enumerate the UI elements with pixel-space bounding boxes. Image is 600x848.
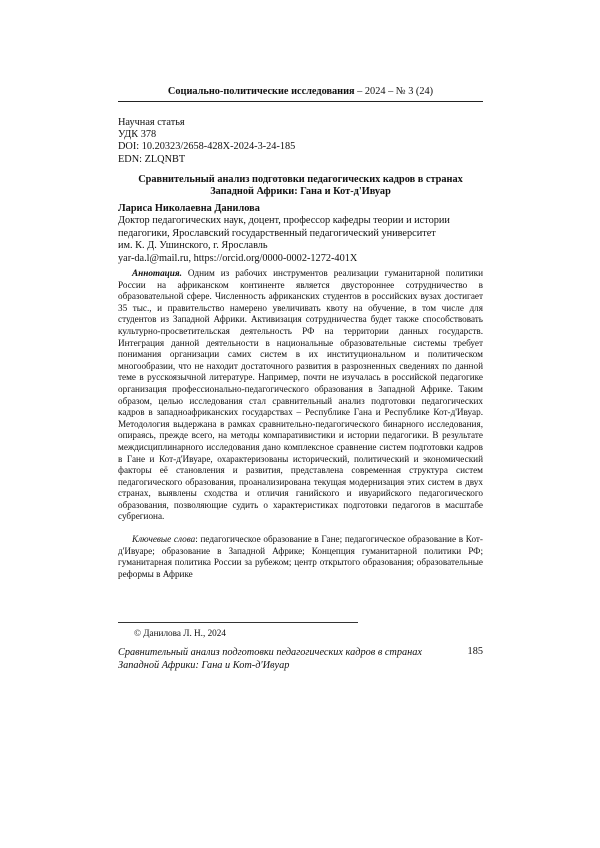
keywords-label: Ключевые слова bbox=[132, 534, 196, 544]
author-affiliation-1: Доктор педагогических наук, доцент, профессор кафедры теории и истории bbox=[118, 215, 450, 227]
journal-issue: – 2024 – № 3 (24) bbox=[354, 86, 434, 97]
keywords-text: : педагогическое образование в Гане; педагогическое образование в Кот-д'Ивуаре; образование в Западной Африке; Концепция гуманитарной политики РФ; гуманитарная политика России за рубежом; центр открытого образования; образовательные реформы в Африке bbox=[118, 534, 483, 579]
doi: DOI: 10.20323/2658-428X-2024-3-24-185 bbox=[118, 141, 296, 153]
journal-header bbox=[118, 86, 483, 97]
author-block bbox=[118, 203, 483, 265]
running-title bbox=[118, 646, 438, 672]
footnote-divider bbox=[118, 622, 358, 623]
header-divider bbox=[118, 101, 483, 102]
title-line-1: Сравнительный анализ подготовки педагогических кадров в странах bbox=[138, 174, 463, 185]
author-contacts: yar-da.l@mail.ru, https://orcid.org/0000-0002-1272-401X bbox=[118, 252, 358, 264]
journal-name: Социально-политические исследования bbox=[167, 86, 355, 97]
article-title bbox=[118, 174, 483, 199]
running-title-line-2: Западной Африки: Гана и Кот-д'Ивуар bbox=[118, 660, 290, 671]
author-affiliation-3: им. К. Д. Ушинского, г. Ярославль bbox=[118, 240, 268, 252]
udc-code: УДК 378 bbox=[118, 129, 157, 141]
author-name: Лариса Николаевна Данилова bbox=[118, 203, 260, 214]
author-affiliation-2: педагогики, Ярославский государственный педагогический университет bbox=[118, 227, 436, 239]
running-title-line-1: Сравнительный анализ подготовки педагогических кадров в странах bbox=[118, 647, 422, 658]
abstract bbox=[118, 268, 483, 523]
copyright: © Данилова Л. Н., 2024 bbox=[134, 628, 226, 638]
abstract-text: Одним из рабочих инструментов реализации гуманитарной политики России на африканском континенте является двустороннее сотрудничество в образовательной сфере. Численность африканских студентов в российских вузах достигает 35 тыс., и правительство намерено увеличивать квоту на обучение, в том числе для студентов из Западной Африки. Активизация сотрудничества будет также способствовать культурно-просветительская деятельность РФ на территории данных государств. Интеграция данной деятельности в национальные образовательные системы требует понимания организации самих систем в их институциональном и политическом многообразии, что не находит достаточного развития в разрозненных сведениях по данной теме в русскоязычной литературе. Например, почти не изучалась в российской педагогике организация профессионально-педагогического образования в Западной Африке. Таким образом, целью исследования стал сравнительный анализ подготовки педагогических кадров в западноафриканских государствах – Республике Гана и Республике Кот-д'Ивуар. Методология выдержана в рамках сравнительно-педагогического бинарного исследования, опираясь, прежде всего, на методы компаративистики и истории педагогики. В результате междисциплинарного исследования дано комплексное сравнение систем подготовки кадров в Гане и Кот-д'Ивуаре, охарактеризованы исторический, политический и экономический факторы её становления и развития, представлена современная структура систем педагогического образования, проанализирована текущая модернизация этих систем в двух странах, выявлены сходства и отличия ганийского и ивуарийского педагогического образования, позволяющие судить о характеристиках подготовки педагогов в масштабе субрегиона. bbox=[118, 268, 483, 522]
article-type: Научная статья bbox=[118, 117, 185, 128]
keywords bbox=[118, 534, 483, 580]
title-line-2: Западной Африки: Гана и Кот-д'Ивуар bbox=[210, 186, 391, 198]
article-meta bbox=[118, 117, 483, 166]
edn: EDN: ZLQNBT bbox=[118, 153, 186, 165]
page-number: 185 bbox=[467, 646, 483, 657]
abstract-label: Аннотация. bbox=[132, 268, 182, 278]
